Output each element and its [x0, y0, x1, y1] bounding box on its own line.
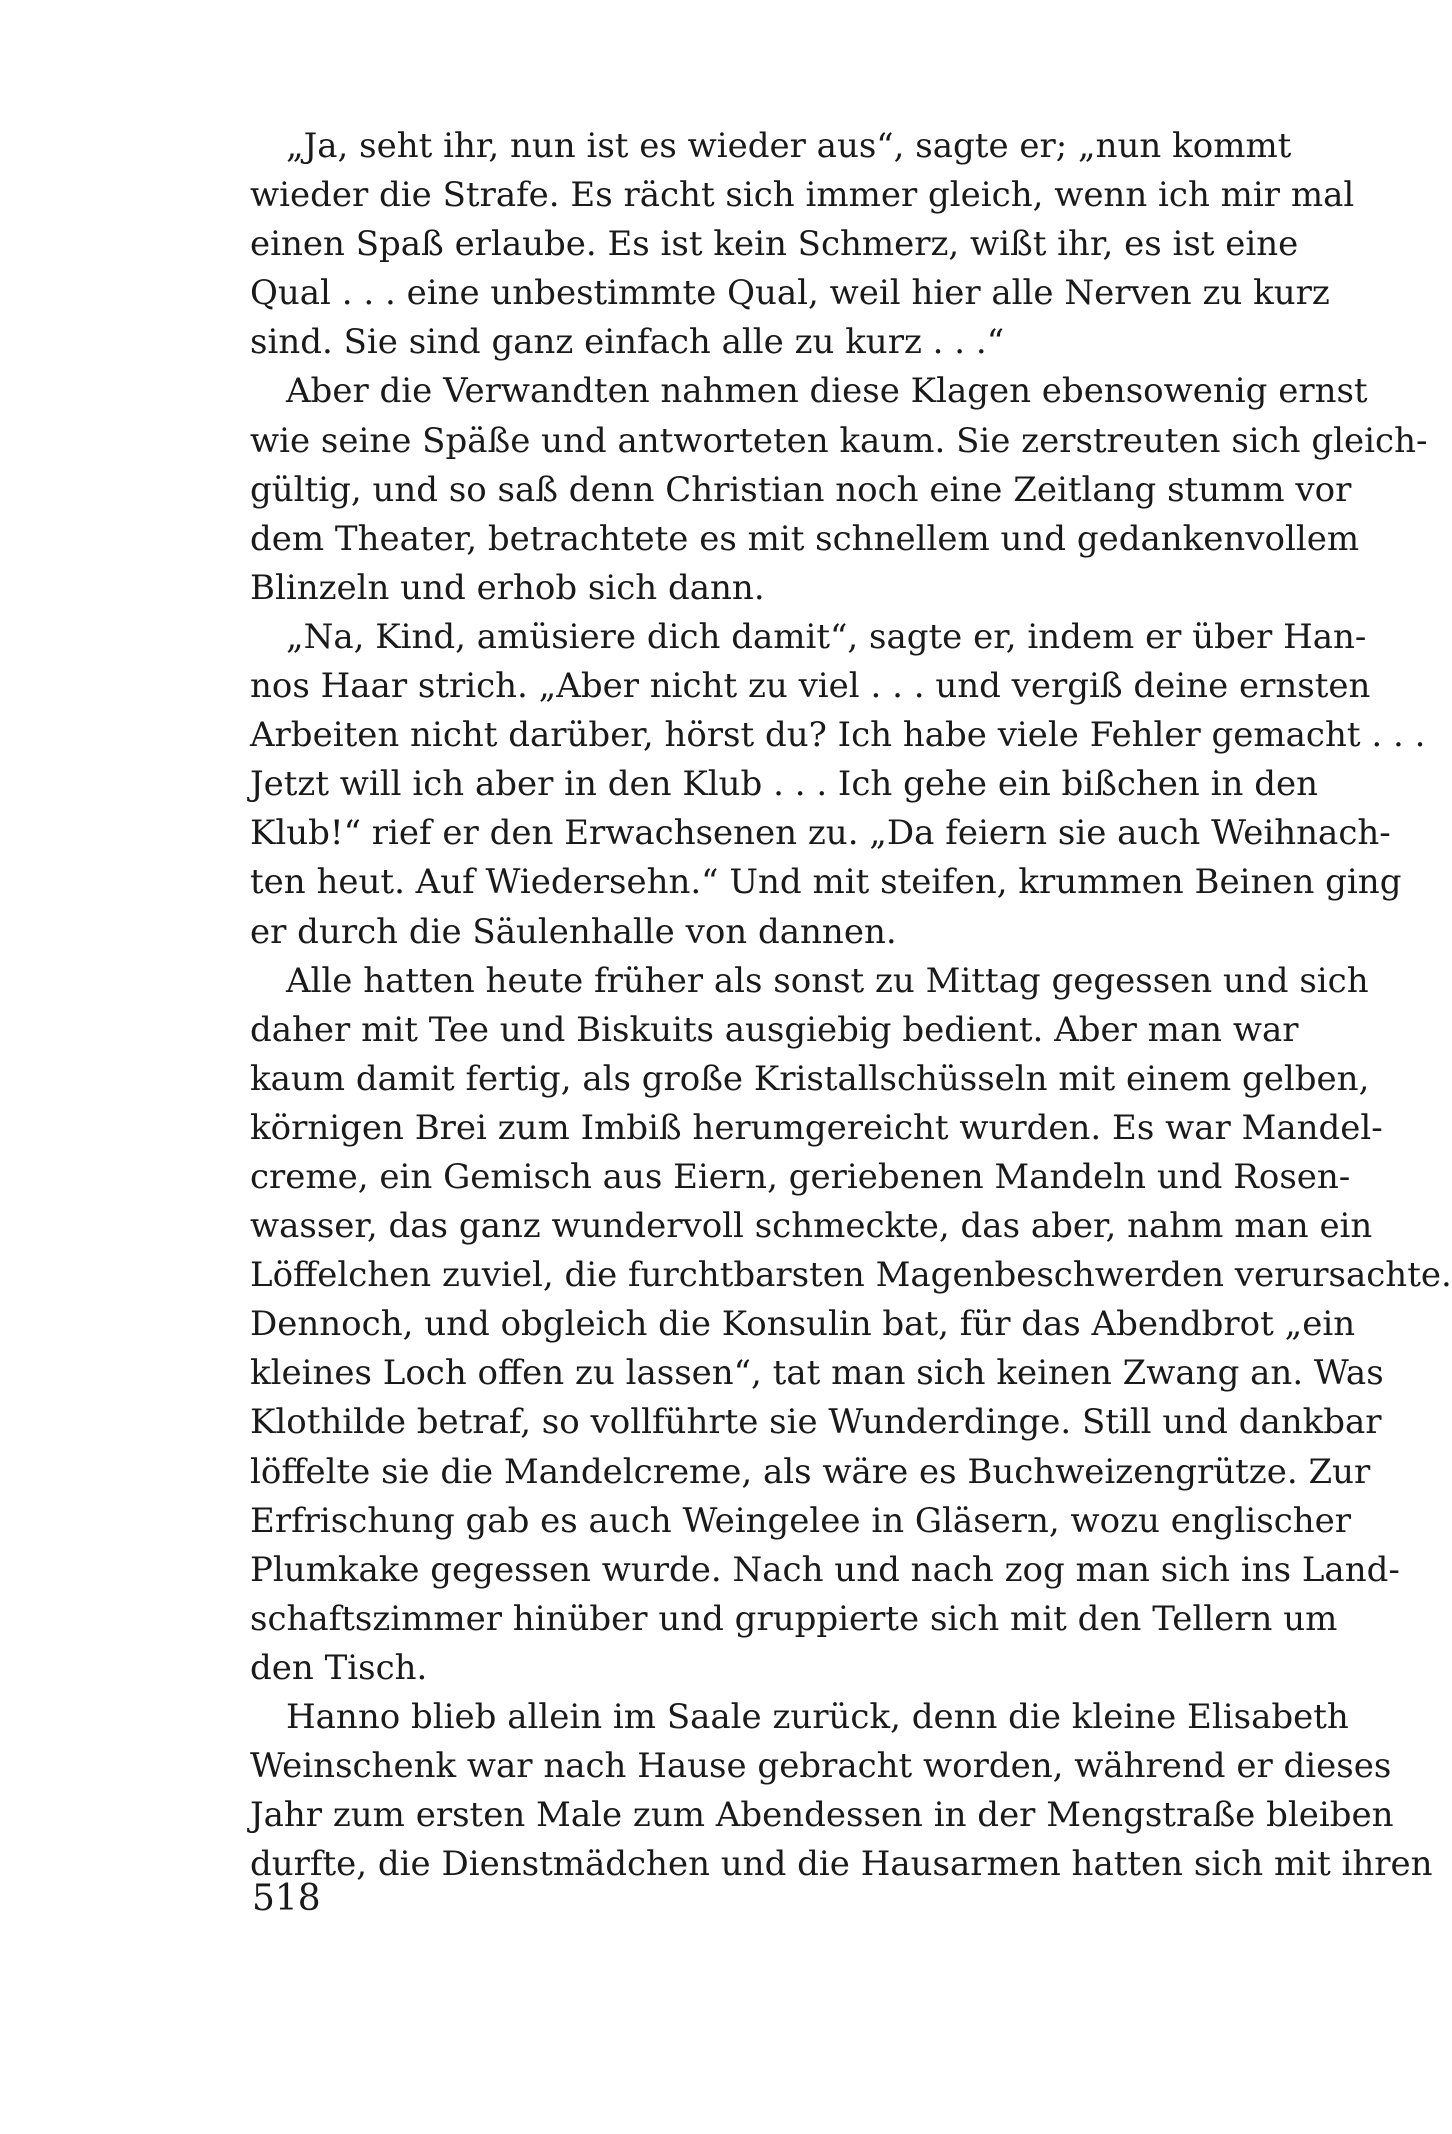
text-line: „Ja, seht ihr, nun ist es wieder aus“, sagte er; „nun kommt	[286, 126, 1292, 166]
paragraph	[250, 367, 1428, 612]
text-line: Blinzeln und erhob sich dann.	[250, 567, 765, 608]
text-line: kaum damit fertig, als große Kristallschüsseln mit einem gelben,	[250, 1058, 1370, 1099]
text-line: Arbeiten nicht darüber, hörst du? Ich habe viele Fehler gemacht . . .	[250, 715, 1426, 756]
text-line: Klub!“ rief er den Erwachsenen zu. „Da feiern sie auch Weihnach-	[250, 813, 1391, 854]
text-line: dem Theater, betrachtete es mit schnellem und gedankenvollem	[250, 518, 1360, 559]
text-line: creme, ein Gemisch aus Eiern, geriebenen Mandeln und Rosen-	[250, 1156, 1351, 1197]
text-line: er durch die Säulenhalle von dannen.	[250, 911, 897, 952]
text-line: wie seine Späße und antworteten kaum. Sie zerstreuten sich gleich-	[250, 420, 1428, 461]
text-line: schaftszimmer hinüber und gruppierte sich mit den Tellern um	[250, 1598, 1338, 1639]
text-line: Alle hatten heute früher als sonst zu Mittag gegessen und sich	[286, 960, 1369, 1001]
text-line: Löffelchen zuviel, die furchtbarsten Magenbeschwerden verursachte.	[250, 1255, 1452, 1296]
text-line: Klothilde betraf, so vollführte sie Wunderdinge. Still und dankbar	[250, 1402, 1382, 1443]
text-line: Erfrischung gab es auch Weingelee in Gläsern, wozu englischer	[250, 1500, 1352, 1541]
text-line: Aber die Verwandten nahmen diese Klagen ebensowenig ernst	[286, 371, 1368, 412]
text-line: durfte, die Dienstmädchen und die Hausarmen hatten sich mit ihren	[250, 1844, 1433, 1885]
text-line: Dennoch, und obgleich die Konsulin bat, für das Abendbrot „ein	[250, 1304, 1356, 1345]
paragraph	[250, 122, 1355, 367]
text-line: Jahr zum ersten Male zum Abendessen in der Mengstraße bleiben	[250, 1795, 1394, 1836]
text-line: „Na, Kind, amüsiere dich damit“, sagte er, indem er über Han-	[286, 616, 1367, 657]
text-line: daher mit Tee und Biskuits ausgiebig bedient. Aber man war	[250, 1009, 1299, 1050]
text-line: Jetzt will ich aber in den Klub . . . Ich gehe ein bißchen in den	[250, 764, 1318, 805]
text-line: wasser, das ganz wundervoll schmeckte, das aber, nahm man ein	[250, 1206, 1373, 1247]
page-number: 518	[252, 1878, 321, 1919]
text-line: Weinschenk war nach Hause gebracht worden, während er dieses	[250, 1746, 1392, 1787]
paragraph	[250, 1693, 1433, 1889]
text-line: einen Spaß erlaube. Es ist kein Schmerz, wißt ihr, es ist eine	[250, 224, 1299, 265]
paragraph	[250, 957, 1452, 1693]
text-line: kleines Loch offen zu lassen“, tat man sich keinen Zwang an. Was	[250, 1353, 1384, 1394]
text-line: löffelte sie die Mandelcreme, als wäre es Buchweizengrütze. Zur	[250, 1451, 1371, 1492]
text-line: gültig, und so saß denn Christian noch eine Zeitlang stumm vor	[250, 469, 1352, 510]
text-line: ten heut. Auf Wiedersehn.“ Und mit steifen, krummen Beinen ging	[250, 862, 1402, 903]
text-line: sind. Sie sind ganz einfach alle zu kurz . . .“	[250, 322, 1005, 363]
text-line: Plumkake gegessen wurde. Nach und nach zog man sich ins Land-	[250, 1549, 1400, 1590]
body-text	[250, 122, 1452, 1889]
text-line: Qual . . . eine unbestimmte Qual, weil hier alle Nerven zu kurz	[250, 273, 1330, 314]
text-line: körnigen Brei zum Imbiß herumgereicht wurden. Es war Mandel-	[250, 1107, 1383, 1148]
text-line: den Tisch.	[250, 1647, 428, 1688]
paragraph	[250, 613, 1426, 957]
text-line: nos Haar strich. „Aber nicht zu viel . . . und vergiß deine ernsten	[250, 666, 1371, 707]
text-line: wieder die Strafe. Es rächt sich immer gleich, wenn ich mir mal	[250, 175, 1355, 216]
text-line: Hanno blieb allein im Saale zurück, denn die kleine Elisabeth	[286, 1697, 1349, 1737]
